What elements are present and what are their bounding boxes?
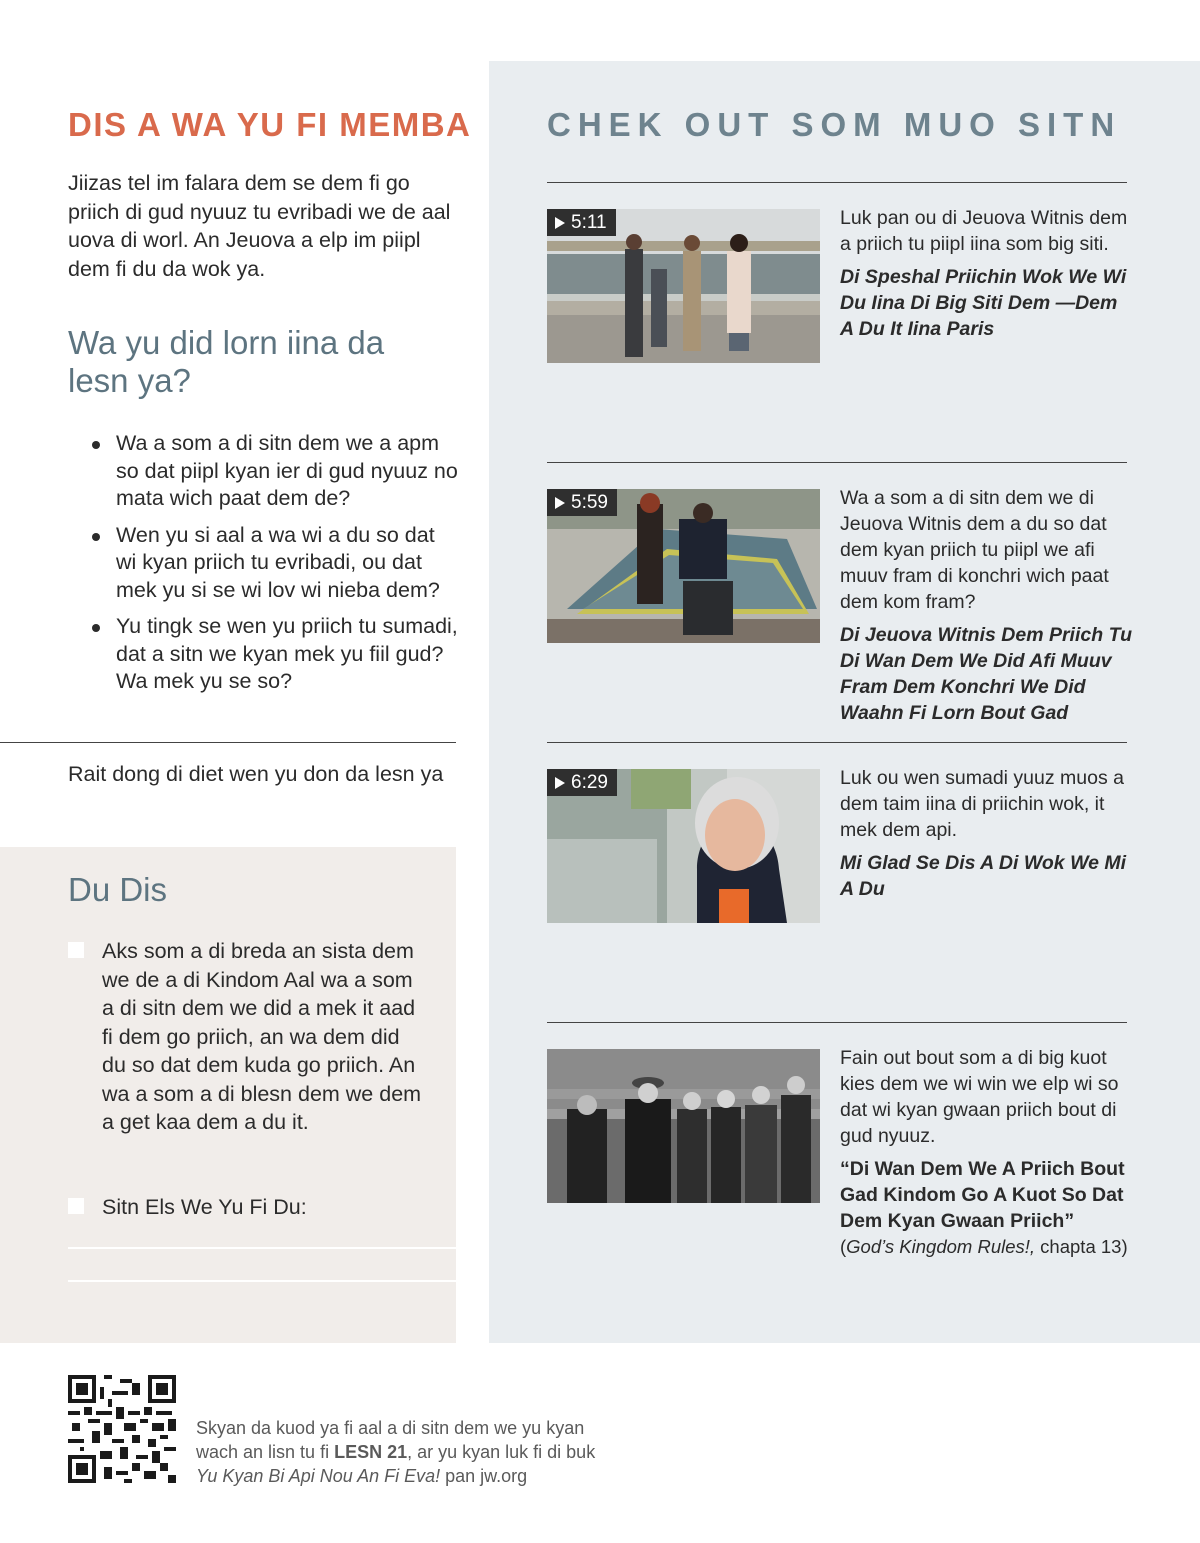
qr-code-icon[interactable]: [68, 1375, 176, 1483]
play-icon: [555, 777, 565, 789]
list-item: Wa a som a di sitn dem we a apm so dat piipl kyan ier di gud nyuuz no mata wich paat dem de?: [90, 430, 460, 513]
list-item: Yu tingk se wen yu priich tu sumadi, dat a sitn we kyan mek yu fiil gud? Wa mek yu se so?: [90, 613, 460, 696]
divider: [0, 742, 456, 743]
task-item[interactable]: Sitn Els We Yu Fi Du:: [68, 1193, 428, 1222]
play-icon: [555, 217, 565, 229]
bullet-icon: [92, 533, 100, 541]
video-thumbnail[interactable]: [547, 769, 820, 923]
resources-heading: CHEK OUT SOM MUO SITN: [547, 106, 1122, 143]
checkbox-icon[interactable]: [68, 942, 84, 958]
media-entry: [840, 1045, 1135, 1260]
list-item: Wen yu si aal a wa wi a du so dat wi kyan priich tu evribadi, ou dat mek yu si se wi lov wi nieba dem?: [90, 522, 460, 605]
write-line[interactable]: [68, 1247, 456, 1249]
media-link[interactable]: Di Speshal Priichin Wok We Wi Du Iina Di Big Siti Dem —Dem A Du It Iina Paris: [840, 266, 1127, 340]
video-duration: 6:29: [547, 769, 617, 796]
media-link[interactable]: “Di Wan Dem We A Priich Bout Gad Kindom Go A Kuot So Dat Dem Kyan Gwaan Priich”: [840, 1158, 1125, 1232]
media-entry: [840, 485, 1135, 726]
media-entry: [840, 765, 1135, 902]
divider: [547, 742, 1127, 743]
divider: [547, 462, 1127, 463]
media-description: Luk pan ou di Jeuova Witnis dem a priich tu piipl iina som big siti.: [840, 207, 1128, 255]
date-prompt: Rait dong di diet wen yu don da lesn ya: [68, 762, 444, 786]
review-questions: [90, 430, 460, 705]
media-entry: [840, 205, 1135, 342]
remember-heading: DIS A WA YU FI MEMBA: [68, 106, 472, 143]
media-description: Wa a som a di sitn dem we di Jeuova Witnis dem a du so dat dem kyan priich tu piipl we afi muuv fram di konchri wich paat dem kom fram?: [840, 487, 1109, 613]
divider: [547, 1022, 1127, 1023]
media-link[interactable]: Di Jeuova Witnis Dem Priich Tu Di Wan Dem We Did Afi Muuv Fram Dem Konchri We Did Waahn Fi Lorn Bout Gad: [840, 624, 1133, 724]
video-duration: 5:59: [547, 489, 617, 516]
media-source: (God’s Kingdom Rules!, chapta 13): [840, 1236, 1128, 1257]
review-heading: Wa yu did lorn iina da lesn ya?: [68, 324, 385, 399]
article-image[interactable]: [547, 1049, 820, 1203]
media-description: Fain out bout som a di big kuot kies dem we wi win we elp wi so dat wi kyan gwaan priich bout di gud nyuuz.: [840, 1047, 1119, 1147]
remember-text: Jiizas tel im falara dem se dem fi go priich di gud nyuuz tu evribadi we de aal uova di worl. An Jeuova a elp im piipl dem fi du da wok ya.: [68, 171, 451, 281]
footer-note: Skyan da kuod ya fi aal a di sitn dem we yu kyan wach an lisn tu fi LESN 21, ar yu kyan luk fi di buk Yu Kyan Bi Api Nou An Fi Eva! pan jw.org: [196, 1418, 596, 1486]
media-description: Luk ou wen sumadi yuuz muos a dem taim iina di priichin wok, it mek dem api.: [840, 767, 1124, 841]
do-this-heading: Du Dis: [68, 871, 168, 908]
checkbox-icon[interactable]: [68, 1198, 84, 1214]
video-thumbnail[interactable]: [547, 209, 820, 363]
write-line[interactable]: [68, 1280, 456, 1282]
bullet-icon: [92, 441, 100, 449]
video-thumbnail[interactable]: [547, 489, 820, 643]
task-item[interactable]: Aks som a di breda an sista dem we de a di Kindom Aal wa a som a di sitn dem we did a mek it aad fi dem go priich, an wa dem did du so dat dem kuda go priich. An wa a som a di blesn dem we dem a get kaa dem a du it.: [68, 937, 428, 1137]
divider: [547, 182, 1127, 183]
play-icon: [555, 497, 565, 509]
video-duration: 5:11: [547, 209, 616, 236]
bullet-icon: [92, 624, 100, 632]
media-link[interactable]: Mi Glad Se Dis A Di Wok We Mi A Du: [840, 852, 1127, 900]
